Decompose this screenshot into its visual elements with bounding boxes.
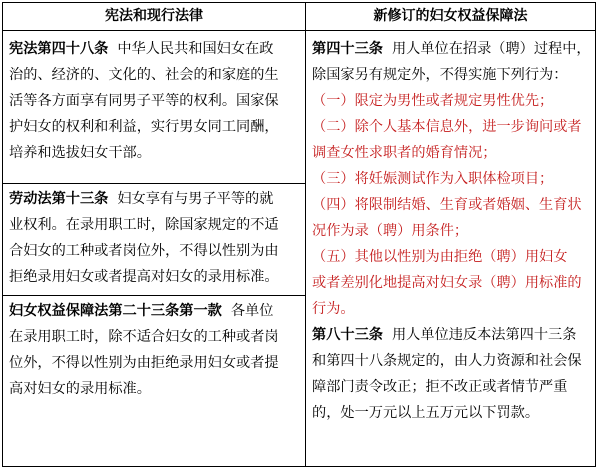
constitution-line-3: 活等各方面享有同男子平等的权利。国家保 — [9, 93, 279, 109]
labor-law-title: 劳动法第十三条 — [9, 191, 109, 207]
column-divider — [305, 3, 306, 466]
header-right: 新修订的妇女权益保障法 — [373, 8, 528, 24]
protection-law-article — [9, 298, 279, 402]
labor-law-article — [9, 186, 279, 290]
protection-law-line-3: 位外，不得以性别为由拒绝录用妇女或者提 — [9, 355, 279, 371]
article-43-line-2: 除国家另有规定外，不得实施下列行为： — [312, 67, 568, 83]
revised-law-articles — [312, 36, 591, 426]
labor-law-line-2: 业权利。在录用职工时，除国家规定的不适 — [9, 217, 279, 233]
constitution-line-2: 治的、经济的、文化的、社会的和家庭的生 — [9, 67, 279, 83]
article-83-title: 第八十三条 — [312, 327, 383, 343]
constitution-line-5: 培养和选拔妇女干部。 — [9, 145, 151, 161]
constitution-article — [9, 36, 279, 166]
row-divider-1 — [3, 183, 305, 184]
labor-law-line-4: 拒绝录用妇女或者提高对妇女的录用标准。 — [9, 269, 279, 285]
article-43-line-1: 用人单位在招录（聘）过程中， — [391, 41, 591, 57]
labor-law-line-1: 妇女享有与男子平等的就 — [117, 191, 274, 207]
header-divider — [3, 30, 595, 31]
labor-law-line-3: 合妇女的工种或者岗位外，不得以性别为由 — [9, 243, 279, 259]
article-43-item-4b: 况作为录（聘）用条件； — [312, 223, 469, 239]
row-divider-2 — [3, 295, 305, 296]
constitution-line-4: 护妇女的权利和利益，实行男女同工同酬， — [9, 119, 279, 135]
protection-law-line-2: 在录用职工时，除不适合妇女的工种或者岗 — [9, 329, 279, 345]
article-43-item-5c: 行为。 — [312, 301, 355, 317]
protection-law-line-1: 各单位 — [230, 303, 274, 319]
article-83-line-1: 用人单位违反本法第四十三条 — [391, 327, 577, 343]
article-83-line-4: 的，处一万元以上五万元以下罚款。 — [312, 405, 540, 421]
constitution-line-1: 中华人民共和国妇女在政 — [117, 41, 274, 57]
article-83-line-2: 和第四十八条规定的，由人力资源和社会保 — [312, 353, 582, 369]
protection-law-title: 妇女权益保障法第二十三条第一款 — [9, 303, 222, 319]
comparison-table — [2, 2, 596, 467]
article-43-item-1: （一）限定为男性或者规定男性优先； — [312, 93, 554, 109]
article-43-item-5b: 或者差别化地提高对妇女录（聘）用标准的 — [312, 275, 582, 291]
header-left: 宪法和现行法律 — [105, 8, 203, 24]
article-43-item-4a: （四）将限制结婚、生育或者婚姻、生育状 — [312, 197, 582, 213]
article-83-line-3: 障部门责令改正；拒不改正或者情节严重 — [312, 379, 568, 395]
constitution-title: 宪法第四十八条 — [9, 41, 109, 57]
article-43-item-2b: 调查女性求职者的婚育情况； — [312, 145, 497, 161]
article-43-item-5a: （五）其他以性别为由拒绝（聘）用妇女 — [312, 249, 568, 265]
article-43-item-3: （三）将妊娠测试作为入职体检项目； — [312, 171, 554, 187]
article-43-item-2a: （二）除个人基本信息外，进一步询问或者 — [312, 119, 582, 135]
article-43-title: 第四十三条 — [312, 41, 383, 57]
protection-law-line-4: 高对妇女的录用标准。 — [9, 381, 151, 397]
